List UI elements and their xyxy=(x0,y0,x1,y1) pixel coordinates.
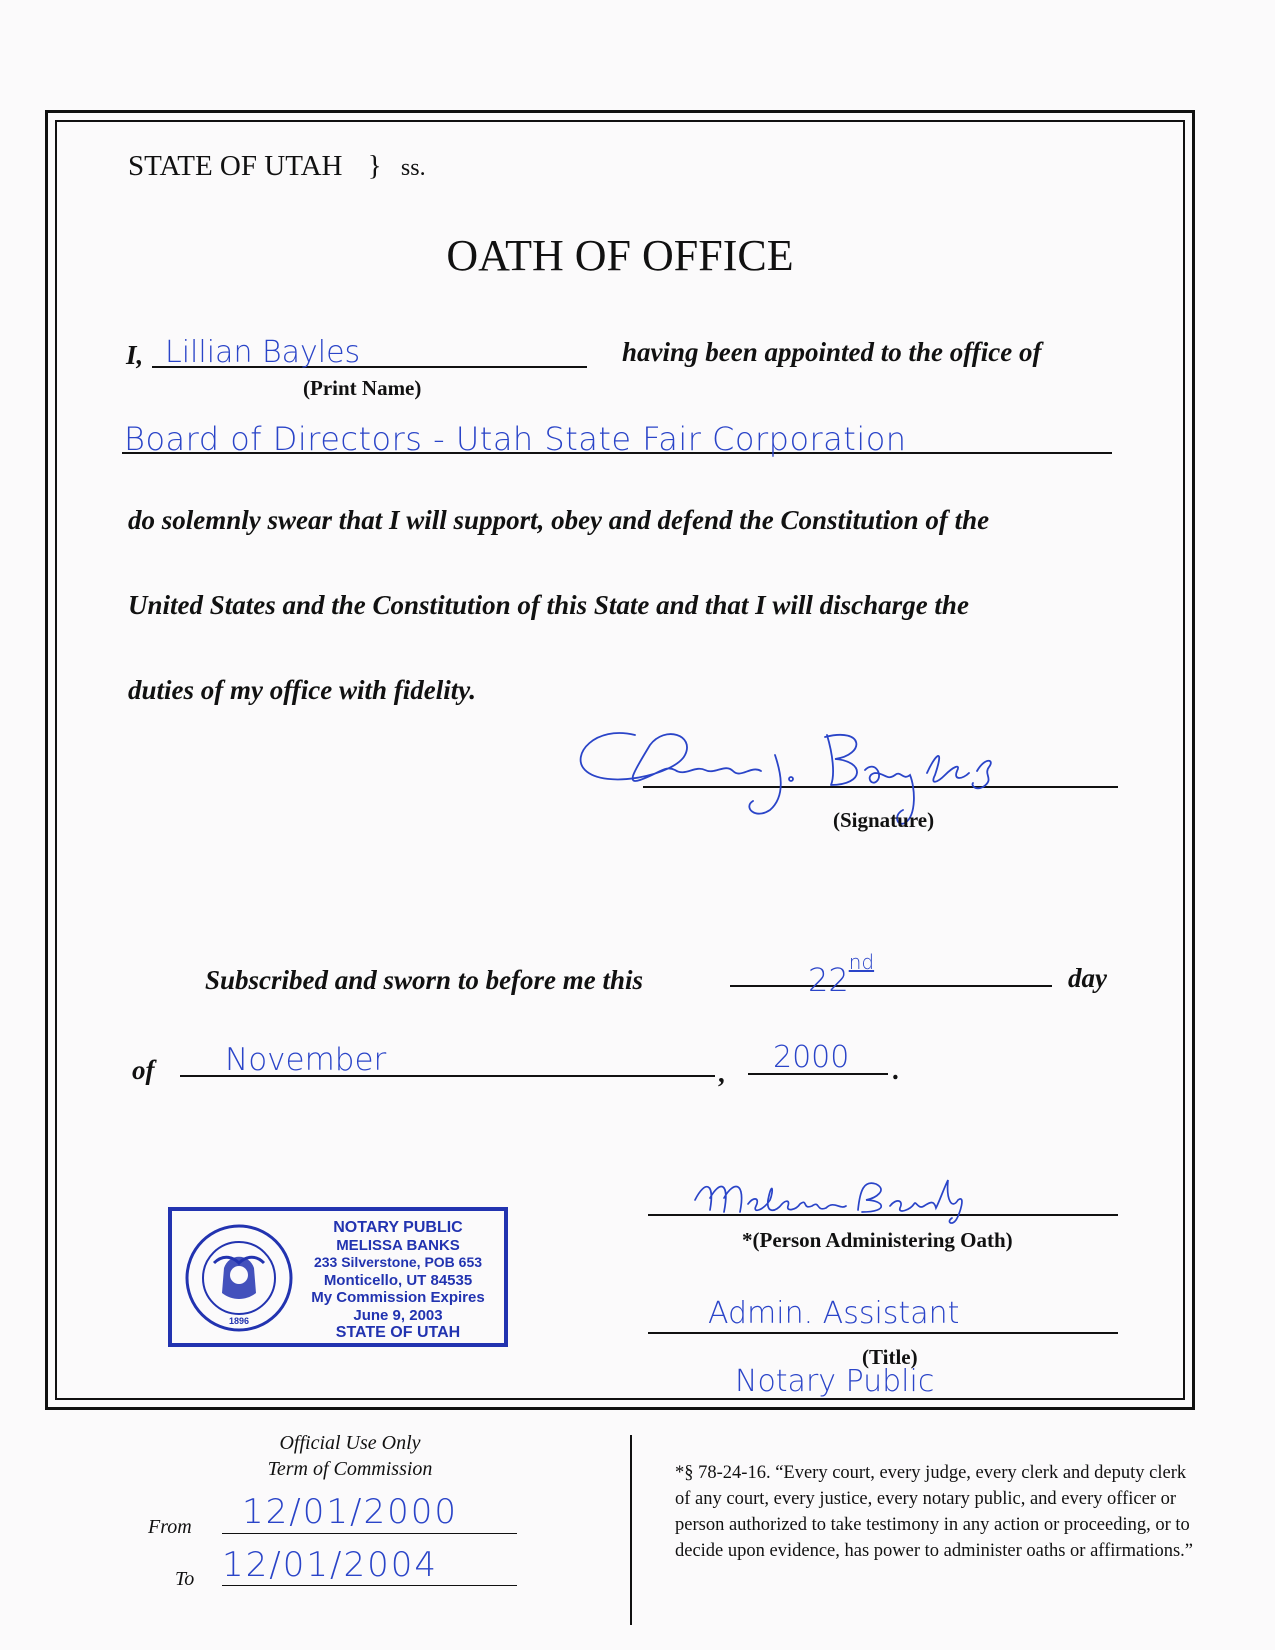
stamp-line-4: Monticello, UT 84535 xyxy=(323,1271,473,1289)
i-prefix: I, xyxy=(126,340,144,370)
signature-caption: (Signature) xyxy=(833,808,935,832)
day-line xyxy=(730,985,1052,987)
appointed-text: having been appointed to the office of xyxy=(622,337,1042,367)
title-caption: (Title) xyxy=(862,1345,918,1369)
term-of-commission-heading: Term of Commission xyxy=(267,1458,433,1480)
state-name: STATE OF UTAH xyxy=(128,150,343,182)
stamp-line-1: NOTARY PUBLIC xyxy=(333,1219,463,1236)
stamp-line-6: June 9, 2003 xyxy=(353,1306,443,1324)
office-value: Board of Directors - Utah State Fair Corporation xyxy=(124,420,907,458)
of-word: of xyxy=(132,1055,155,1085)
vertical-divider xyxy=(630,1435,632,1625)
day-value: 22nd xyxy=(808,950,875,999)
administrator-caption: *(Person Administering Oath) xyxy=(742,1228,1013,1252)
stamp-line-3: 233 Silverstone, POB 653 xyxy=(313,1254,483,1270)
title-value: Admin. Assistant xyxy=(708,1296,960,1331)
to-label: To xyxy=(175,1568,195,1590)
administrator-signature-text: Melissa Banks xyxy=(690,1170,696,1171)
title-value-2: Notary Public xyxy=(735,1364,935,1399)
oath-body-line-1: do solemnly swear that I will support, obey and defend the Constitution of the xyxy=(128,505,990,535)
notary-stamp xyxy=(168,1207,508,1347)
title-line xyxy=(648,1332,1118,1334)
ss-mark: ss. xyxy=(400,155,426,181)
print-name-caption: (Print Name) xyxy=(303,376,422,400)
seal-year: 1896 xyxy=(228,1316,250,1326)
print-name-value: Lillian Bayles xyxy=(165,335,361,370)
from-value: 12/01/2000 xyxy=(242,1492,458,1532)
statute-footnote: *§ 78-24-16. “Every court, every judge, every clerk and deputy clerk of any court, every justice, every notary public, and every officer or person authorized to take testimony in any action or proceeding, or to decide upon evidence, has power to administer oaths or affirmations.” xyxy=(675,1463,1194,1561)
state-seal-icon xyxy=(184,1223,294,1333)
comma: , xyxy=(718,1058,725,1088)
stamp-line-7: STATE OF UTAH xyxy=(335,1324,461,1341)
from-line xyxy=(222,1533,517,1534)
sworn-prefix: Subscribed and sworn to before me this xyxy=(205,965,644,995)
year-value: 2000 xyxy=(773,1040,850,1075)
oath-body-line-3: duties of my office with fidelity. xyxy=(128,675,476,705)
official-use-heading-1: Official Use Only xyxy=(279,1432,421,1454)
from-label: From xyxy=(148,1516,192,1538)
oath-body-line-2: United States and the Constitution of this State and that I will discharge the xyxy=(128,590,969,620)
to-value: 12/01/2004 xyxy=(222,1545,438,1585)
stamp-line-2: MELISSA BANKS xyxy=(336,1236,460,1254)
affiant-signature-text: Lillian J. Bayles xyxy=(565,715,572,716)
official-use-heading xyxy=(240,1430,460,1482)
stamp-text xyxy=(292,1219,504,1342)
administrator-signature xyxy=(690,1170,1010,1230)
affiant-signature xyxy=(565,715,1045,835)
day-word: day xyxy=(1068,963,1107,993)
month-value: November xyxy=(225,1042,387,1078)
brace: } xyxy=(367,150,382,182)
to-line xyxy=(222,1585,517,1586)
document-title: OATH OF OFFICE xyxy=(446,231,794,280)
state-heading xyxy=(128,150,426,183)
stamp-line-5: My Commission Expires xyxy=(311,1289,485,1306)
period: . xyxy=(892,1055,899,1085)
